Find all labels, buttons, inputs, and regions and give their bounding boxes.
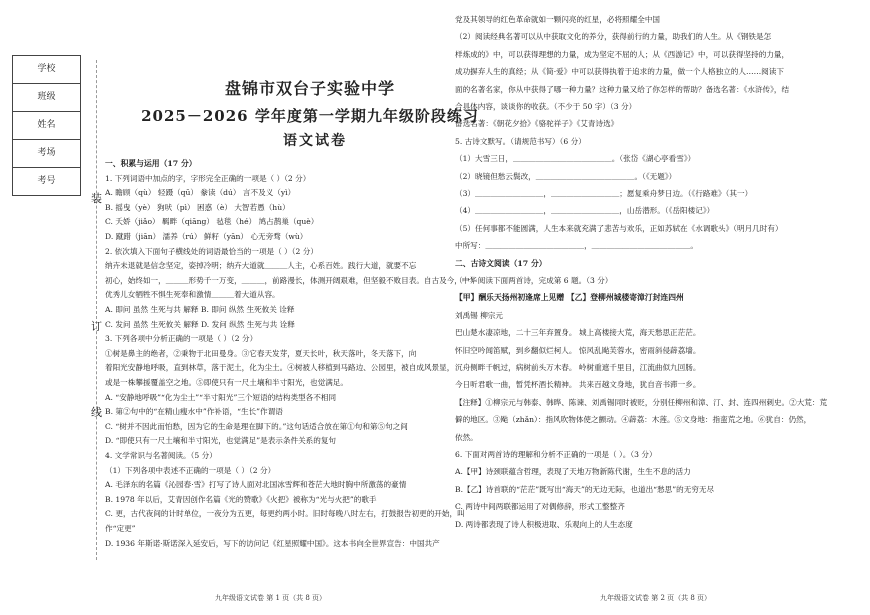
right-text-line: （一）阅读下面两首诗，完成第 6 题。（3 分） — [455, 276, 613, 285]
left-text-line: C. 发问 虽然 生死攸关 解释 D. 发问 纵然 生死与共 诠释 — [105, 319, 295, 329]
right-text-line: 党及其领导的红色革命就如一颗闪亮的红星，必将照耀全中国 — [455, 15, 661, 24]
left-text-line: 4. 文学常识与名著阅读。（5 分） — [105, 451, 217, 460]
right-text-line: 面的名著名家，你从中获得了哪一种力量？这种力量又给了你怎样的帮助？备选名著：《水浒传》，结 — [455, 84, 790, 94]
left-text-line: D. “即使只有一尺土壤和半寸阳光，也觉满足”是表示条件关系的复句 — [105, 436, 337, 446]
footer-page-2: 九年级语文试卷 第 2 页（共 8 页） — [600, 594, 712, 602]
left-text-line: 2. 依次填入下面句子横线处的词语最恰当的一项是（ ）（2 分） — [105, 246, 318, 256]
left-text-line: 作“定更” — [105, 524, 136, 533]
binding-mark-xian: 线 — [91, 406, 102, 419]
left-text-line: 1. 下列词语中加点的字，字形完全正确的一项是（ ）（2 分） — [105, 173, 311, 183]
right-text-line: 【甲】酬乐天扬州初逢席上见赠 【乙】登柳州城楼寄漳汀封连四州 — [455, 293, 684, 303]
right-text-line: （2）阅读经典名著可以从中获取文化的养分，获得前行的力量，助我们的人生。从《钢铁是怎 — [455, 32, 772, 42]
left-text-line: 初心，始终如一，＿＿＿形势千一万变，＿＿＿，前路漫长，体测开阔艰难，但坚毅不败目表。自古及今，中华 — [105, 275, 478, 285]
right-text-line: 成功摒弃人生的真经；从《简·爱》中可以获得执着于追求的力量，做一个人格独立的人……阅读下 — [455, 67, 784, 77]
right-text-line: 依然。 — [455, 432, 478, 442]
left-text-line: 着阳光安静地呼吸，直到林草，落于泥土，化为尘土。④树被人移植到马路边、公园里，被自成风景显， — [105, 363, 455, 373]
right-text-line: B.【乙】诗首联的“茫茫”既写出“海天”的无边无际，也道出“愁思”的无穷无尽 — [455, 484, 715, 494]
left-text-line: 3. 下列各项中分析正确的一项是（ ）（2 分） — [105, 334, 258, 344]
info-school: 学校 — [12, 55, 81, 83]
left-text-line: A. 即问 虽然 生死与共 解释 B. 即问 纵然 生死攸关 诠释 — [105, 305, 295, 314]
right-text-line: 6. 下面对两首诗的理解和分析不正确的一项是（ ）。（3 分） — [455, 450, 657, 459]
right-text-line: C. 两诗中间两联都运用了对偶修辞，形式工整整齐 — [455, 502, 625, 512]
right-text-line: （1）大雪三日，＿＿＿＿＿＿＿＿＿＿＿＿＿。（张岱《湖心亭看雪》） — [455, 154, 696, 164]
exam-title: 2025－2026 学年度第一学期九年级阶段练习 — [141, 107, 479, 125]
right-text-line: 二、古诗文阅读（17 分） — [455, 258, 547, 268]
right-text-line: 样炼成的》中，可以获得理想的力量，成为坚定不屈的人；从《西游记》中，可以获得坚持的力量， — [455, 49, 790, 59]
info-room: 考场 — [12, 139, 81, 167]
left-text-line: D. 1936 年斯诺·斯诺深入延安后，写下的访问记《红星照耀中国》。这本书向全世界宣告：中国共产 — [105, 538, 440, 548]
left-text-line: 优秀儿女牺牲不惧生死奉和激情＿＿＿着大道从容。 — [105, 290, 280, 300]
right-text-line: （3）＿＿＿＿＿＿＿＿＿，＿＿＿＿＿＿＿＿＿；愿复乘舟梦日边。（《行路难》（其一） — [455, 189, 753, 198]
left-text-line: C. 夭娇（jiǎo） 羁畔（qiāng） 毡毯（hé） 鸠占鹊巢（què） — [105, 217, 319, 227]
right-text-line: 怀旧空吟闻笛赋，到乡翻似烂柯人。 惊风乱飐芙蓉水，密雨斜侵薜荔墙。 — [455, 345, 701, 355]
right-text-line: （4）＿＿＿＿＿＿＿＿＿，＿＿＿＿＿＿＿＿＿，山岳潜形。（《岳阳楼记》） — [455, 206, 715, 216]
right-text-line: 沉舟侧畔千帆过，病树前头万木春。 岭树重遮千里目，江流曲似九回肠。 — [455, 363, 701, 372]
left-text-line: C. “树并不因此而怕愁，因为它的生命是理在脚下的。”这句话适合放在第①句和第⑤句之间 — [105, 421, 408, 431]
right-text-line: 备选名著：《朝花夕拾》《骆驼祥子》《艾青诗选》 — [455, 119, 619, 129]
left-text-line: D. 蹴踖（jiān） 濡养（rú） 鲜籽（yān） 心无旁骛（wù） — [105, 232, 308, 241]
right-text-line: 僻的地区。③飐（zhǎn）：指风吹物体使之颤动。④薜荔：木莲。⑤文身地：指蛮荒之地。⑥犹自：仍然， — [455, 415, 812, 425]
left-text-line: A. “安静地呼吸”“化为尘土”“半寸阳光”三个短语的结构类型各不相同 — [105, 392, 337, 402]
right-text-line: 5. 古诗文默写。（请规范书写）（6 分） — [455, 136, 586, 146]
subject-title: 语文试卷 — [283, 133, 347, 149]
left-text-line: A. 瞻顾（qù） 轻蹑（qū） 豢读（dú） 言不及义（yì） — [105, 188, 296, 198]
right-text-line: 今日听君歌一曲，暂凭杯酒长精神。 共来百越文身地，犹自音书滞一乡。 — [455, 380, 701, 390]
left-text-line: B. 1978 年以后，艾青因创作名篇《光的赞歌》《火把》被称为“光与火把”的歌手 — [105, 494, 377, 504]
binding-line — [96, 60, 97, 560]
left-text-line: （1）下列各项中表述不正确的一项是（ ）（2 分） — [105, 465, 276, 475]
left-text-line: C. 更，古代夜间的计时单位，一夜分为五更，每更约两小时。旧时每晚八时左右，打鼓报告初更的开始，叫 — [105, 509, 465, 519]
right-column — [455, 16, 860, 546]
right-text-line: （2）晓镜但愁云鬓改，＿＿＿＿＿＿＿＿＿＿＿＿＿。（《无题》） — [455, 171, 677, 181]
footer-page-1: 九年级语文试卷 第 1 页（共 8 页） — [215, 594, 327, 602]
school-name: 盘锦市双台子实验中学 — [224, 79, 395, 98]
left-text-line: B. 第②句中的“在精山瘦水中”作补语，“生长”作谓语 — [105, 407, 283, 417]
info-class: 班级 — [12, 83, 81, 111]
right-text-line: D. 两诗都表现了诗人积极进取、乐观向上的人生态度 — [455, 519, 633, 529]
student-info-boxes — [12, 55, 81, 196]
right-text-line: A.【甲】诗颈联蕴含哲理，表现了天地万物新陈代谢，生生不息的活力 — [455, 467, 691, 477]
info-name: 姓名 — [12, 111, 81, 139]
binding-mark-ding: 订 — [91, 320, 102, 333]
right-text-line: 巴山楚水凄凉地，二十三年弃置身。 城上高楼接大荒，海天愁思正茫茫。 — [455, 328, 701, 338]
info-number: 考号 — [12, 167, 81, 196]
right-text-line: 合具体内容，谈谈你的收获。（不少于 50 字）（3 分） — [455, 102, 637, 111]
left-text-line: ①树是鼻主的绝者，②秉物于北田曼身。③它春天发芽，夏天长叶，秋天落叶，冬天落下，向 — [105, 348, 417, 358]
left-text-line: B. 摇曳（yè） 狗吠（pì） 困惑（è） 大智若愚（hù） — [105, 202, 290, 212]
right-text-line: 【注释】①柳宗元与韩泰、韩晔、陈谏、刘禹锡同时被贬，分别任柳州和漳、汀、封、连四州刺史。②大荒：荒 — [455, 397, 828, 407]
binding-mark-zhuang: 装 — [91, 192, 102, 205]
left-text-line: A. 毛泽东的名篇《沁园春·雪》打写了诗人面对北国冰雪辉和苍茫大地时胸中所激荡的豪情 — [105, 480, 407, 490]
right-text-line: 刘禹锡 柳宗元 — [455, 310, 503, 320]
right-text-line: （5）任何事都不能圆满，人生本来就充满了悲苦与欢乐，正如苏轼在《水调歌头》（明月几时有） — [455, 223, 783, 233]
left-text-line: 一、积累与运用（17 分） — [105, 159, 197, 168]
left-text-line: 或是一株攀援覆盖空之地。⑤即使只有一尺土壤和半寸阳光，也觉满足。 — [105, 378, 348, 387]
right-text-line: 中所写：＿＿＿＿＿＿＿＿＿＿＿＿＿，＿＿＿＿＿＿＿＿＿＿＿＿＿。 — [455, 241, 698, 251]
left-text-line: 纳卉未退就是信念坚定，姿掉冷明；纳卉大道就＿＿＿人主，心系百姓。践行大道，就要不忘 — [105, 261, 417, 271]
